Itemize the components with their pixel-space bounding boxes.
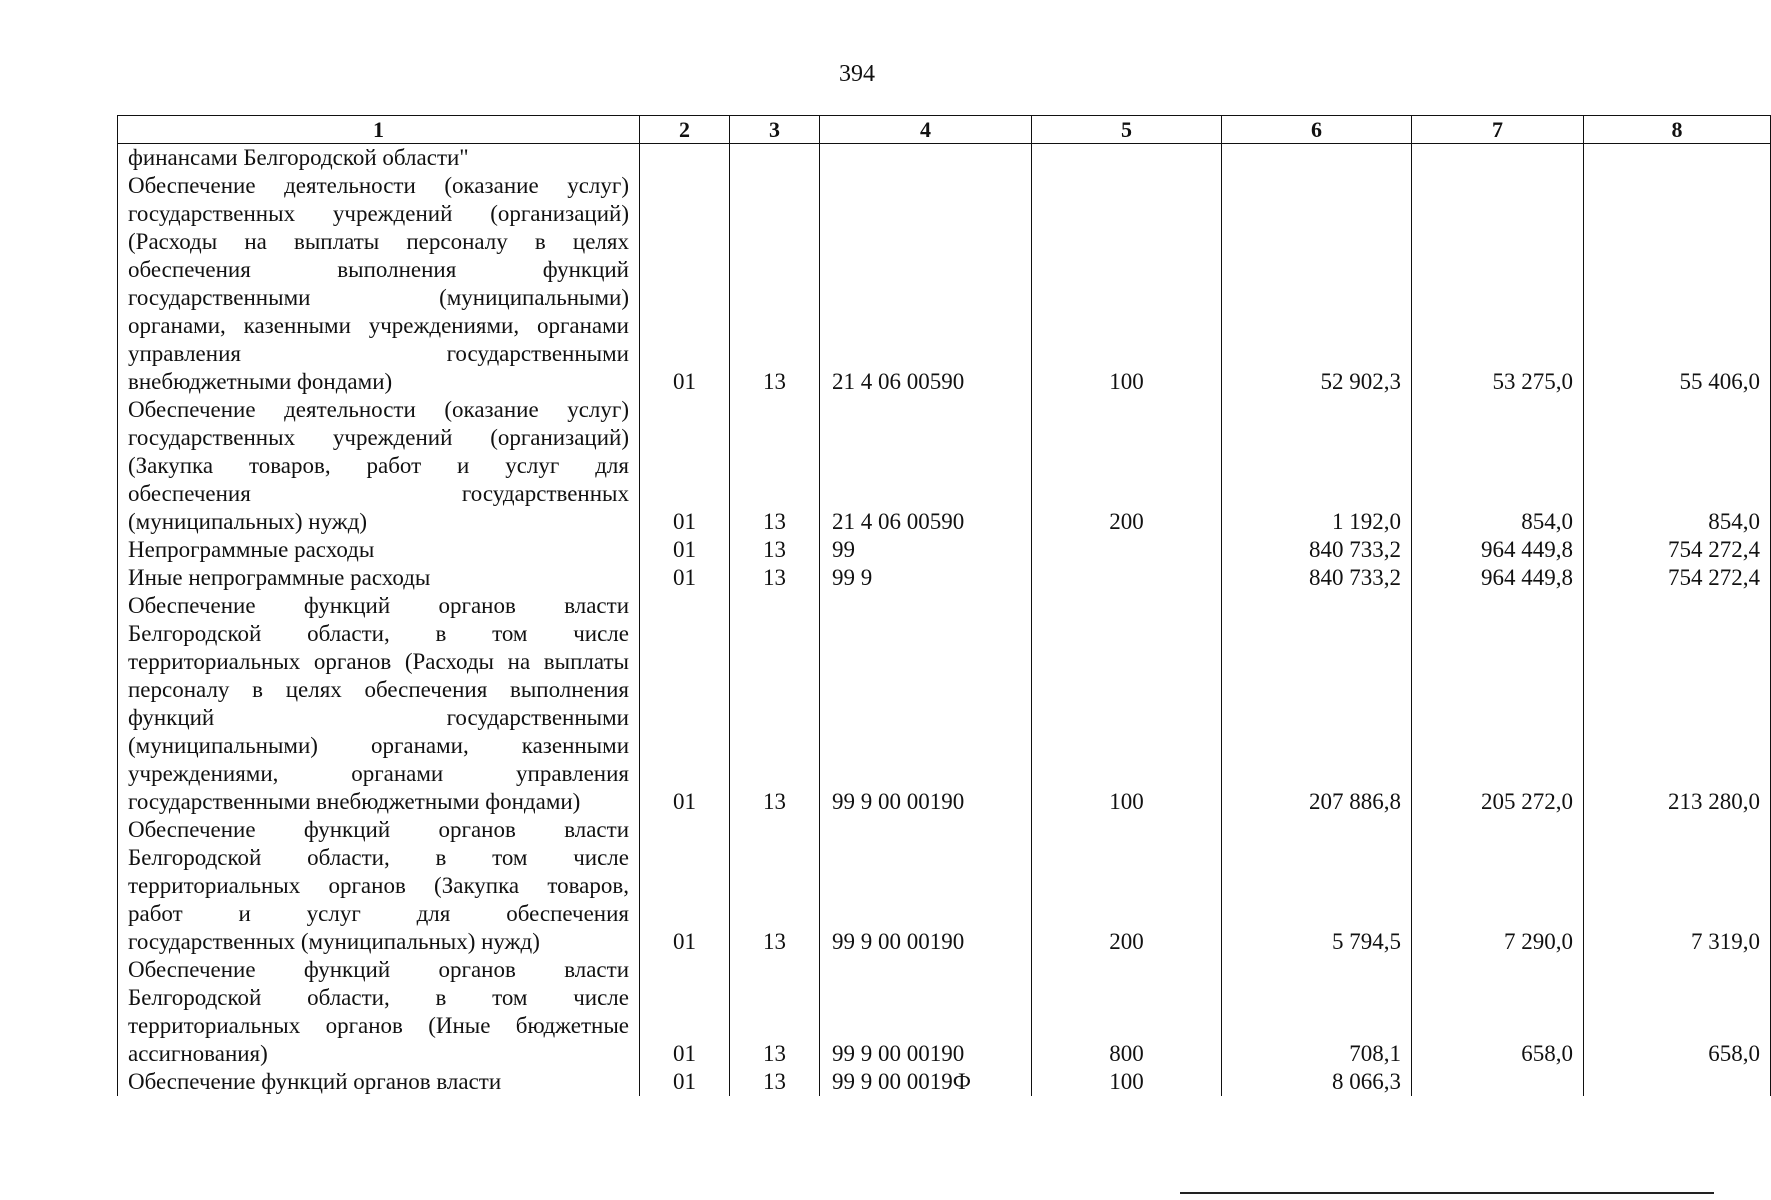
cell-expense-type: 800 [1032,956,1222,1068]
cell-amount-year2: 964 449,8 [1412,564,1584,592]
cell-expense-type: 100 [1032,172,1222,396]
table-row [118,564,1771,592]
cell-expense-type: 100 [1032,592,1222,816]
description-line: государственными внебюджетными фондами) [128,789,581,814]
cell-description [118,956,640,1068]
description-line: государственных учреждений (организаций) [128,201,629,226]
cell-target-article: 99 9 00 00190 [820,816,1032,956]
cell-target-article: 99 [820,536,1032,564]
header-col-3: 3 [730,116,820,144]
description-line: государственными (муниципальными) [128,285,629,310]
cell-amount-year1: 207 886,8 [1222,592,1412,816]
budget-table [117,115,1771,1096]
description-line: (Закупка товаров, работ и услуг для [128,453,629,478]
header-col-1: 1 [118,116,640,144]
cell-podrazdel: 13 [730,172,820,396]
cell-podrazdel: 13 [730,536,820,564]
description-line: территориальных органов (Расходы на выплаты [128,649,629,674]
description-line: учреждениями, органами управления [128,761,629,786]
cell-amount-year3 [1584,1068,1771,1096]
cell-amount-year3 [1584,144,1771,173]
description-line: персоналу в целях обеспечения выполнения [128,677,629,702]
header-col-2: 2 [640,116,730,144]
cell-razdel: 01 [640,564,730,592]
table-row [118,1068,1771,1096]
description-line: государственных учреждений (организаций) [128,425,629,450]
description-line: Обеспечение функций органов власти [128,817,629,842]
description-line: Белгородской области, в том числе [128,845,629,870]
cell-amount-year3: 754 272,4 [1584,564,1771,592]
table-row [118,144,1771,173]
description-line: (муниципальных) нужд) [128,509,368,534]
cell-amount-year2: 964 449,8 [1412,536,1584,564]
cell-description [118,816,640,956]
table-row [118,592,1771,816]
cell-podrazdel: 13 [730,1068,820,1096]
table-row [118,396,1771,536]
description-line: территориальных органов (Закупка товаров, [128,873,629,898]
cell-description [118,564,640,592]
cell-podrazdel: 13 [730,592,820,816]
footer-rule [1180,1192,1714,1194]
description-line: территориальных органов (Иные бюджетные [128,1013,629,1038]
cell-amount-year3: 7 319,0 [1584,816,1771,956]
cell-amount-year2 [1412,1068,1584,1096]
cell-razdel: 01 [640,816,730,956]
cell-target-article [820,144,1032,173]
cell-podrazdel: 13 [730,396,820,536]
cell-razdel: 01 [640,396,730,536]
cell-description [118,1068,640,1096]
cell-razdel: 01 [640,956,730,1068]
cell-amount-year1: 8 066,3 [1222,1068,1412,1096]
description-line: Обеспечение функций органов власти [128,957,629,982]
description-line: обеспечения выполнения функций [128,257,629,282]
description-line: Обеспечение деятельности (оказание услуг) [128,397,629,422]
header-col-4: 4 [820,116,1032,144]
description-line: государственных (муниципальных) нужд) [128,929,540,954]
cell-expense-type: 200 [1032,396,1222,536]
table-row [118,536,1771,564]
description-line: функций государственными [128,705,629,730]
cell-amount-year2: 205 272,0 [1412,592,1584,816]
cell-description [118,172,640,396]
cell-description [118,592,640,816]
cell-razdel: 01 [640,172,730,396]
description-line: финансами Белгородской области" [128,145,469,170]
cell-amount-year3: 213 280,0 [1584,592,1771,816]
cell-description [118,144,640,173]
table-row [118,172,1771,396]
cell-amount-year3: 658,0 [1584,956,1771,1068]
cell-razdel [640,144,730,173]
page-number: 394 [839,61,875,87]
cell-amount-year1: 1 192,0 [1222,396,1412,536]
cell-podrazdel: 13 [730,564,820,592]
cell-description [118,396,640,536]
cell-expense-type [1032,564,1222,592]
description-line: внебюджетными фондами) [128,369,393,394]
cell-amount-year2: 53 275,0 [1412,172,1584,396]
cell-amount-year1: 840 733,2 [1222,536,1412,564]
cell-target-article: 99 9 [820,564,1032,592]
cell-target-article: 21 4 06 00590 [820,172,1032,396]
cell-amount-year1: 708,1 [1222,956,1412,1068]
cell-target-article: 21 4 06 00590 [820,396,1032,536]
description-line: Непрограммные расходы [128,537,375,562]
description-line: Обеспечение функций органов власти [128,1069,502,1094]
cell-amount-year1 [1222,144,1412,173]
description-line: Белгородской области, в том числе [128,621,629,646]
header-col-7: 7 [1412,116,1584,144]
cell-amount-year1: 52 902,3 [1222,172,1412,396]
cell-razdel: 01 [640,536,730,564]
cell-amount-year3: 754 272,4 [1584,536,1771,564]
cell-podrazdel: 13 [730,956,820,1068]
description-line: (муниципальными) органами, казенными [128,733,629,758]
cell-amount-year2: 854,0 [1412,396,1584,536]
header-col-8: 8 [1584,116,1771,144]
description-line: работ и услуг для обеспечения [128,901,629,926]
table-row [118,816,1771,956]
description-line: обеспечения государственных [128,481,629,506]
cell-amount-year1: 840 733,2 [1222,564,1412,592]
cell-razdel: 01 [640,592,730,816]
description-line: ассигнования) [128,1041,268,1066]
description-line: (Расходы на выплаты персоналу в целях [128,229,629,254]
cell-expense-type [1032,144,1222,173]
cell-description [118,536,640,564]
cell-amount-year2 [1412,144,1584,173]
header-col-6: 6 [1222,116,1412,144]
cell-amount-year1: 5 794,5 [1222,816,1412,956]
cell-expense-type [1032,536,1222,564]
table-header-row [118,116,1771,144]
cell-razdel: 01 [640,1068,730,1096]
cell-amount-year3: 854,0 [1584,396,1771,536]
description-line: органами, казенными учреждениями, органами [128,313,629,338]
cell-target-article: 99 9 00 00190 [820,592,1032,816]
cell-target-article: 99 9 00 00190 [820,956,1032,1068]
header-col-5: 5 [1032,116,1222,144]
cell-podrazdel: 13 [730,816,820,956]
table-row [118,956,1771,1068]
description-line: управления государственными [128,341,629,366]
description-line: Обеспечение функций органов власти [128,593,629,618]
cell-amount-year2: 658,0 [1412,956,1584,1068]
cell-expense-type: 100 [1032,1068,1222,1096]
cell-amount-year2: 7 290,0 [1412,816,1584,956]
table-body [118,144,1771,1097]
cell-expense-type: 200 [1032,816,1222,956]
description-line: Иные непрограммные расходы [128,565,431,590]
cell-podrazdel [730,144,820,173]
cell-target-article: 99 9 00 0019Ф [820,1068,1032,1096]
description-line: Обеспечение деятельности (оказание услуг) [128,173,629,198]
description-line: Белгородской области, в том числе [128,985,629,1010]
cell-amount-year3: 55 406,0 [1584,172,1771,396]
